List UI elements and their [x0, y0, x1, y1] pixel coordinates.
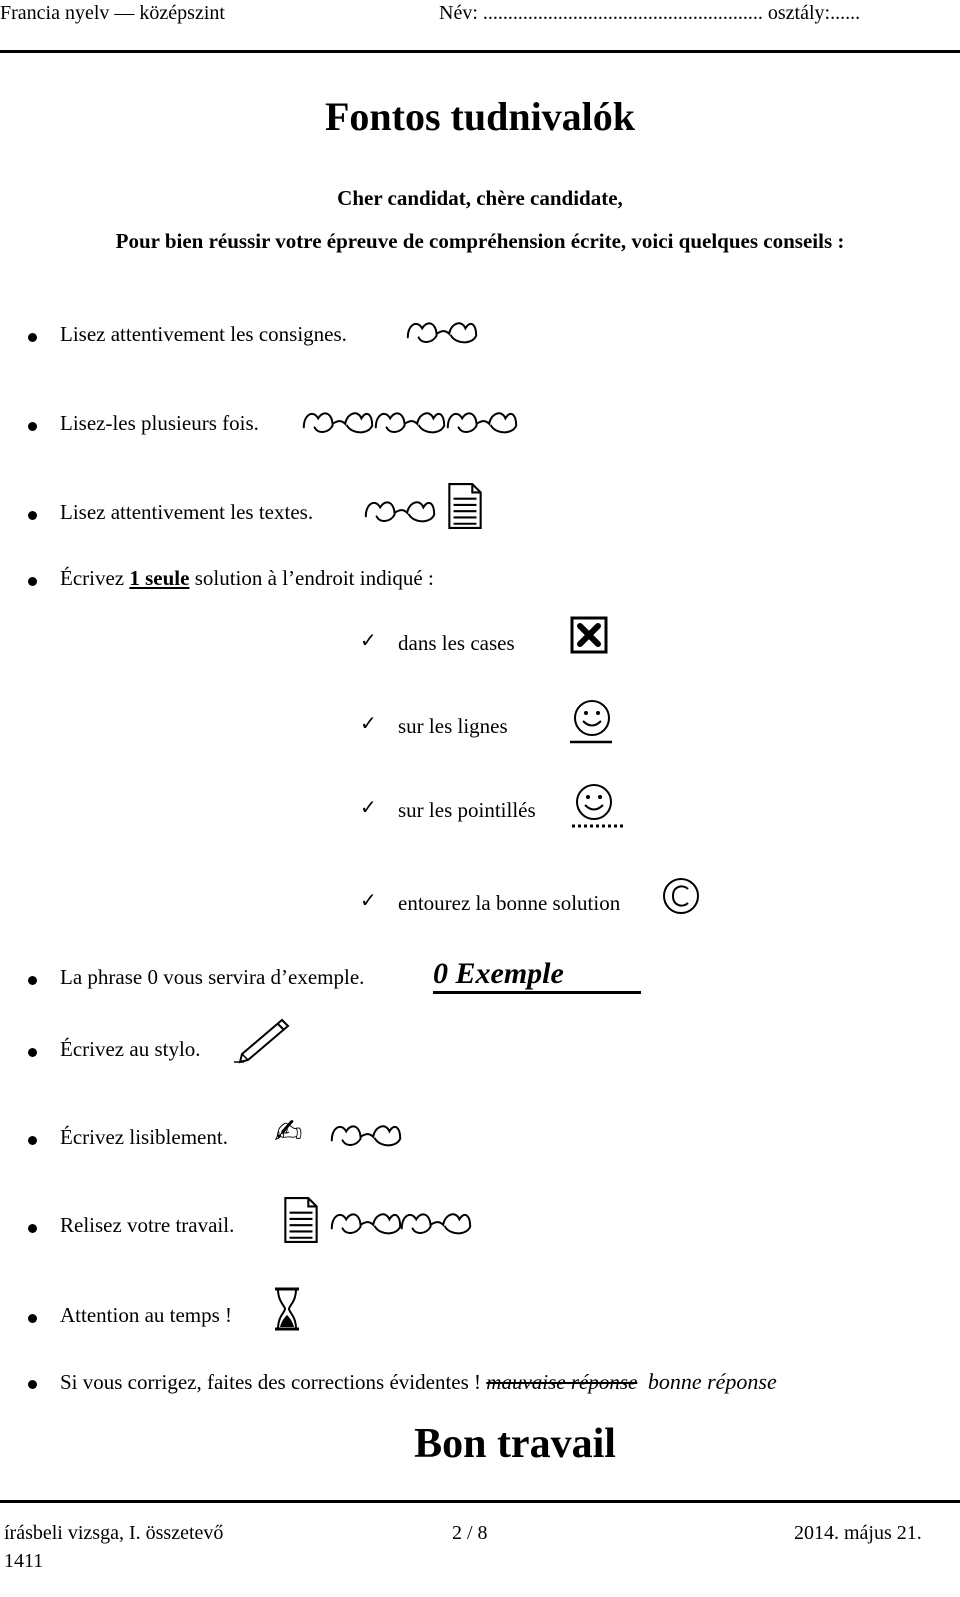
bullet-dot: [28, 333, 37, 342]
advice-write-legibly: Écrivez lisiblement.: [60, 1125, 228, 1149]
subitem-dotted-lines: sur les pointillés: [398, 798, 536, 822]
subitem-lines: sur les lignes: [398, 714, 508, 738]
copyright-circle-icon: [661, 876, 701, 916]
header-rule: [0, 50, 960, 53]
footer-code: 1411: [4, 1550, 44, 1572]
glasses-icon: [364, 494, 436, 528]
bullet-dot: [28, 1224, 37, 1233]
bullet-dot: [28, 1314, 37, 1323]
bullet-dot: [28, 422, 37, 431]
header-subject: Francia nyelv — középszint: [0, 2, 225, 24]
right-answer-example: bonne réponse: [647, 1369, 777, 1394]
footer-rule: [0, 1500, 960, 1503]
advice-read-several-times: Lisez-les plusieurs fois.: [60, 411, 259, 435]
bullet-dot: [28, 976, 37, 985]
checkbox-x-icon: [570, 616, 608, 654]
example-answer: 0 Exemple: [433, 957, 641, 994]
document-icon: [282, 1196, 320, 1244]
wrong-answer-example: mauvaise réponse: [486, 1370, 638, 1394]
document-icon: [446, 482, 484, 530]
writing-hand-icon: ✍: [274, 1112, 303, 1152]
bullet-dot: [28, 1380, 37, 1389]
one-only-emphasis: 1 seule: [129, 566, 190, 590]
header-name-class: Név: ........................................................ osztály:......: [439, 2, 861, 24]
subitem-circle-solution: entourez la bonne solution: [398, 891, 621, 915]
glasses-icon: [330, 1206, 402, 1240]
advice-clear-corrections: Si vous corrigez, faites des corrections évidentes ! mauvaise réponse bonne réponse: [60, 1369, 777, 1394]
greeting: Cher candidat, chère candidate,: [337, 186, 623, 210]
bullet-dot: [28, 1136, 37, 1145]
page-title: Fontos tudnivalók: [324, 94, 636, 139]
advice-write-with-pen: Écrivez au stylo.: [60, 1037, 201, 1061]
check-icon: ✓: [360, 630, 377, 652]
glasses-icon: [330, 1118, 402, 1152]
glasses-icon: [302, 405, 374, 439]
check-icon: ✓: [360, 797, 377, 819]
glasses-icon: [446, 405, 518, 439]
glasses-icon: [374, 405, 446, 439]
glasses-icon: [400, 1206, 472, 1240]
closing-message: Bon travail: [414, 1421, 616, 1467]
advice-one-solution: Écrivez 1 seule solution à l’endroit indiqué :: [60, 566, 434, 590]
advice-read-instructions: Lisez attentivement les consignes.: [60, 322, 347, 346]
hourglass-icon: [272, 1286, 302, 1332]
footer-date: 2014. május 21.: [794, 1522, 922, 1544]
advice-read-texts: Lisez attentivement les textes.: [60, 500, 314, 524]
glasses-icon: [406, 315, 478, 349]
advice-watch-time: Attention au temps !: [60, 1303, 233, 1327]
subitem-boxes: dans les cases: [398, 631, 515, 655]
smiley-icon: [570, 782, 626, 830]
check-icon: ✓: [360, 713, 377, 735]
pen-icon: [232, 1016, 292, 1064]
footer-page-number: 2 / 8: [452, 1522, 488, 1544]
footer-exam-part: írásbeli vizsga, I. összetevő: [4, 1522, 224, 1544]
advice-reread-work: Relisez votre travail.: [60, 1213, 235, 1237]
smiley-icon: [570, 698, 614, 746]
bullet-dot: [28, 511, 37, 520]
intro: Pour bien réussir votre épreuve de compréhension écrite, voici quelques conseils :: [115, 229, 845, 253]
advice-example-sentence: La phrase 0 vous servira d’exemple.: [60, 965, 365, 989]
bullet-dot: [28, 577, 37, 586]
bullet-dot: [28, 1048, 37, 1057]
check-icon: ✓: [360, 890, 377, 912]
